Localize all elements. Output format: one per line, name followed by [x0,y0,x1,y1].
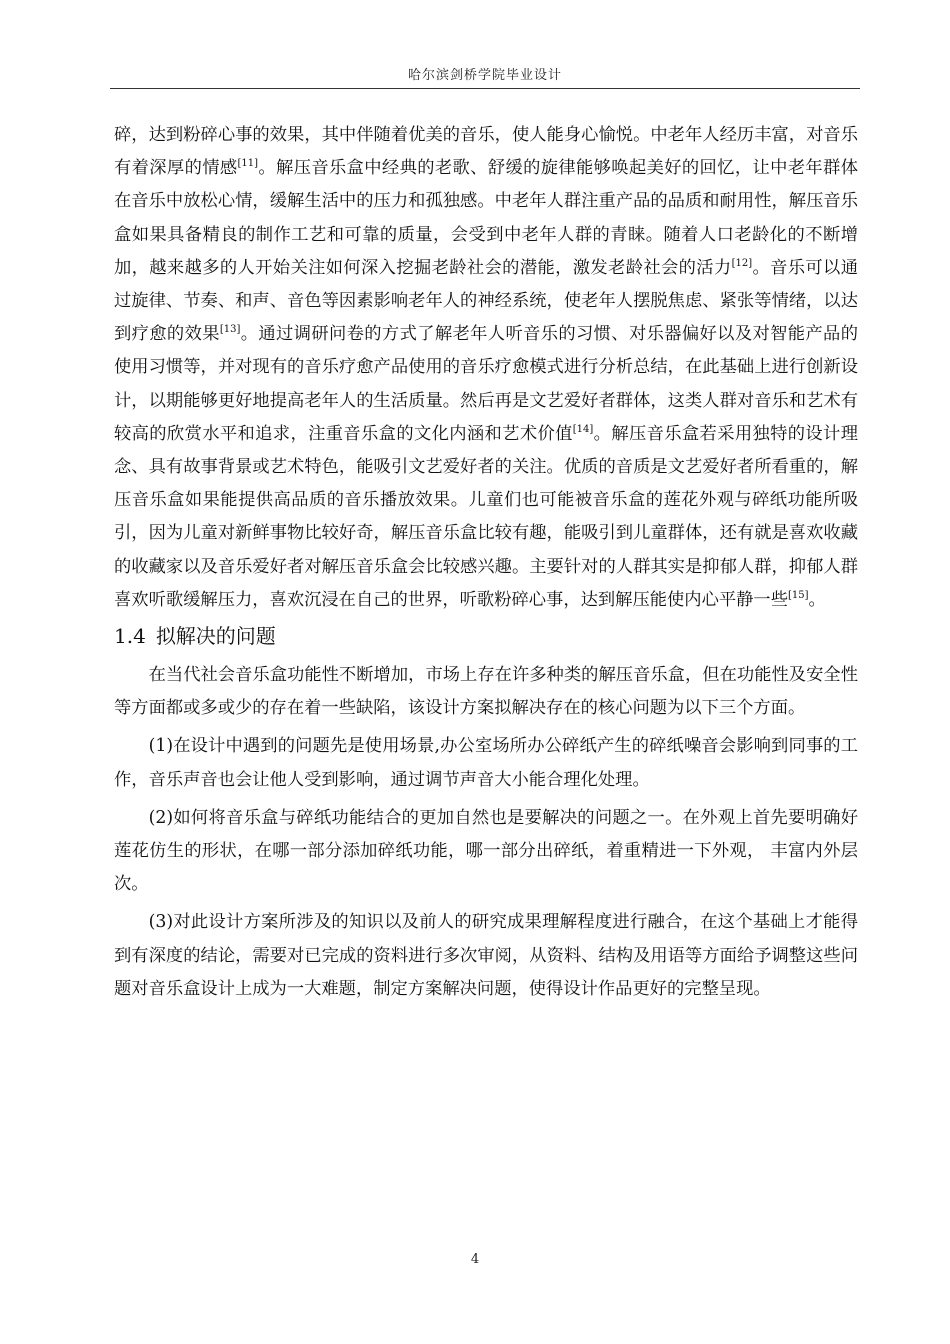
page-number: 4 [470,1252,480,1267]
citation-ref: [12] [731,258,753,270]
section-title: 拟解决的问题 [155,624,276,649]
paragraph-issue-2: (2)如何将音乐盒与碎纸功能结合的更加自然也是要解决的问题之一。在外观上首先要明确好莲花仿生的形状，在哪一部分添加碎纸功能，哪一部分出碎纸，着重精进一下外观， 丰富内外层次。 [114,807,858,895]
text-segment: 。解压音乐盒若采用独特的设计理念、具有故事背景或艺术特色，能吸引文艺爱好者的关注。优质的音质是文艺爱好者所看重的，解压音乐盒如果能提供高品质的音乐播放效果。儿童们也可能被音乐盒的莲花外观与碎纸功能所吸引，因为儿童对新鲜事物比较好奇，解压音乐盒比较有趣，能吸引到儿童群体，还有就是喜欢收藏的收藏家以及音乐爱好者对解压音乐盒会比较感兴趣。主要针对的人群其实是抑郁人群，抑郁人群喜欢听歌缓解压力，喜欢沉浸在自己的世界，听歌粉碎心事，达到解压能使内心平静一些 [114,423,858,610]
section-heading [114,619,858,653]
text-segment: 碎，达到粉碎心事的效果，其中伴随着优美的音乐，使人能身心愉悦。中老年人经历丰富，对音乐有着深厚的情感 [114,125,858,179]
section-number: 1.4 [114,624,146,649]
page-header: 哈尔滨剑桥学院毕业设计 [407,68,562,83]
header-divider [110,88,860,89]
text-segment: 。解压音乐盒中经典的老歌、舒缓的旋律能够唤起美好的回忆，让中老年群体在音乐中放松心情，缓解生活中的压力和孤独感。中老年人群注重产品的品质和耐用性，解压音乐盒如果具备精良的制作工艺和可靠的质量，会受到中老年人群的青睐。随着人口老龄化的不断增加，越来越多的人开始关注如何深入挖掘老龄社会的潜能，激发老龄社会的活力 [114,158,858,278]
text-segment: 。音乐可以通过旋律、节奏、和声、音色等因素影响老年人的神经系统，使老年人摆脱焦虑、紧张等情绪，以达到疗愈的效果 [114,257,858,345]
citation-ref: [15] [787,590,809,602]
paragraph-intro: 在当代社会音乐盒功能性不断增加，市场上存在许多种类的解压音乐盒，但在功能性及安全性等方面都或多或少的存在着一些缺陷，该设计方案拟解决存在的核心问题为以下三个方面。 [114,665,858,719]
page-body [114,119,858,1006]
paragraph-issue-1: (1)在设计中遇到的问题先是使用场景,办公室场所办公碎纸产生的碎纸噪音会影响到同事的工作，音乐声音也会让他人受到影响，通过调节声音大小能合理化处理。 [114,736,858,790]
paragraph-target-users [114,119,858,617]
citation-ref: [13] [219,324,241,336]
paragraph-issue-3: (3)对此设计方案所涉及的知识以及前人的研究成果理解程度进行融合，在这个基础上才能得到有深度的结论，需要对已完成的资料进行多次审阅，从资料、结构及用语等方面给予调整这些问题对音乐盒设计上成为一大难题，制定方案解决问题，使得设计作品更好的完整呈现。 [114,912,858,999]
citation-ref: [11] [237,158,259,170]
text-segment: 。通过调研问卷的方式了解老年人听音乐的习惯、对乐器偏好以及对智能产品的使用习惯等，并对现有的音乐疗愈产品使用的音乐疗愈模式进行分析总结，在此基础上进行创新设计，以期能够更好地提高老年人的生活质量。然后再是文艺爱好者群体，这类人群对音乐和艺术有较高的欣赏水平和追求，注重音乐盒的文化内涵和艺术价值 [114,324,858,444]
citation-ref: [14] [572,424,594,436]
text-segment: 。 [808,589,826,610]
